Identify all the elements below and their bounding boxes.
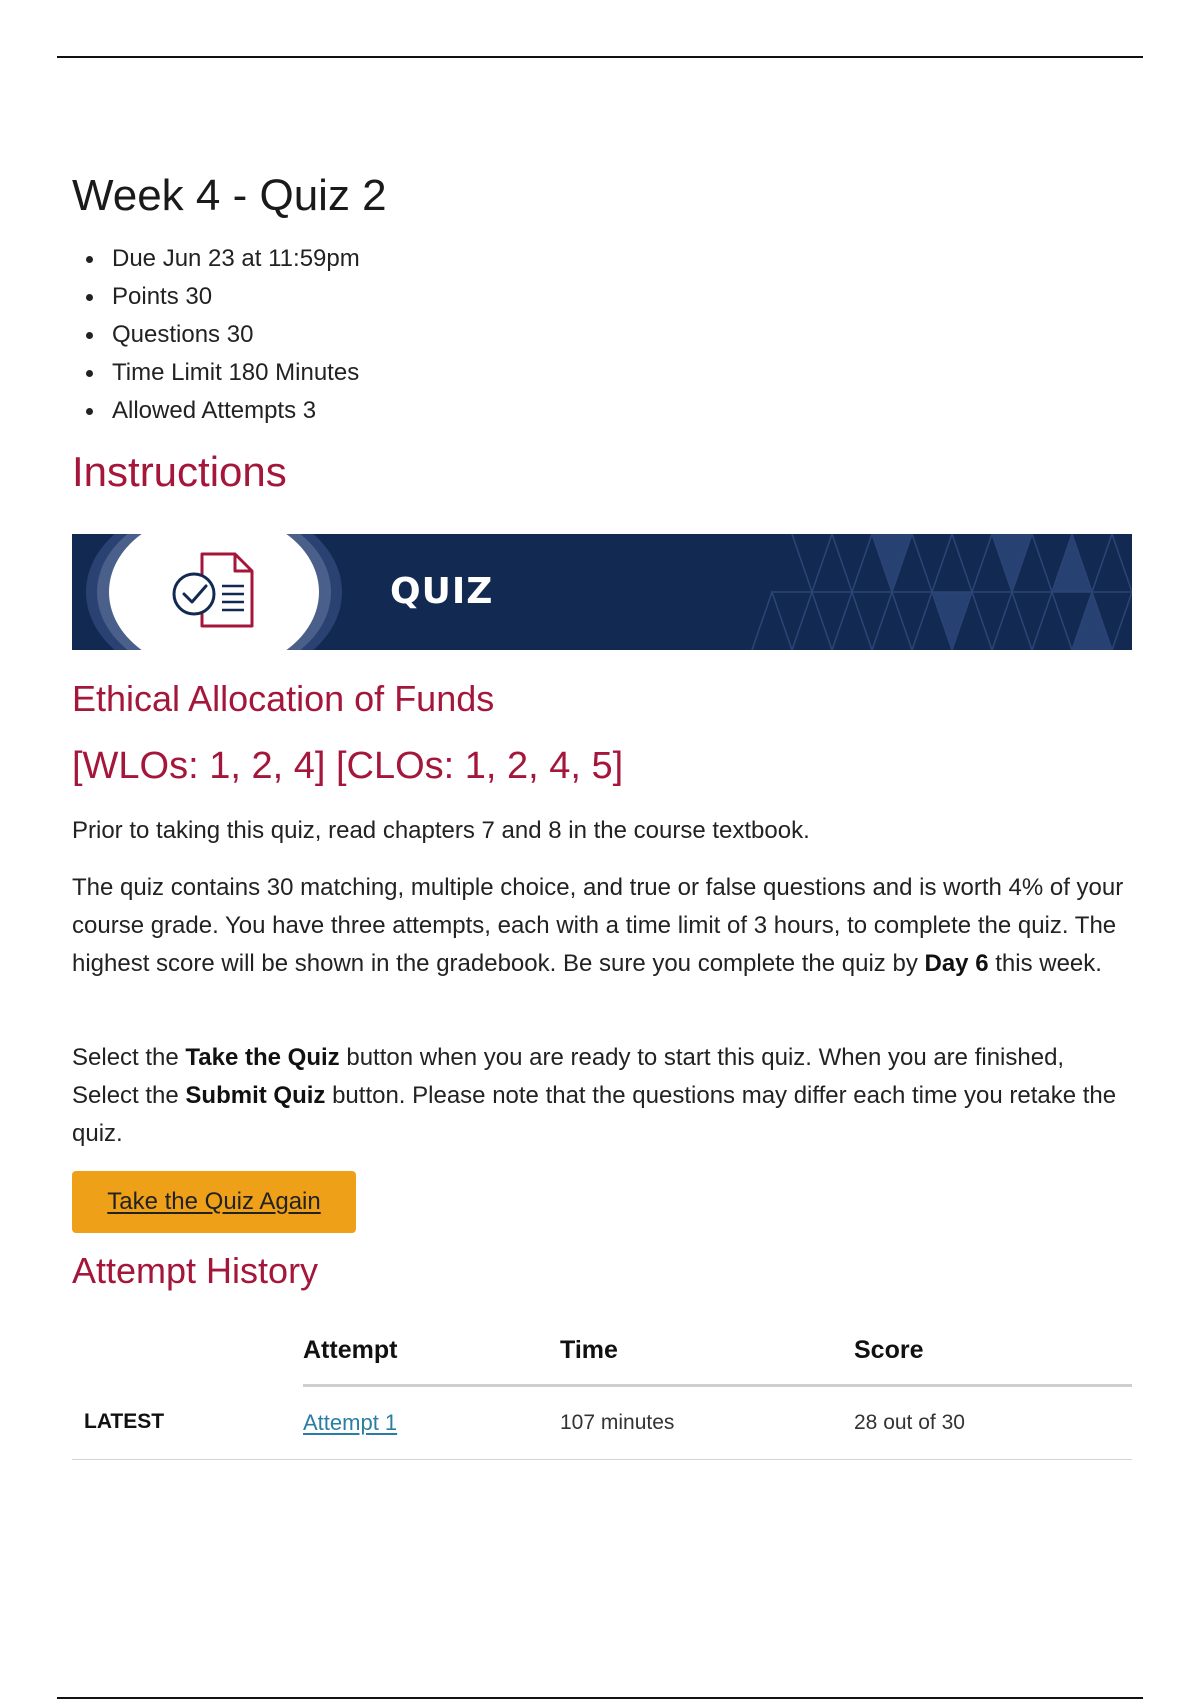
due-date-item: Due Jun 23 at 11:59pm xyxy=(72,240,360,278)
attempt-cell xyxy=(303,1386,560,1460)
attempt-history-heading: Attempt History xyxy=(72,1250,319,1291)
top-rule xyxy=(57,56,1143,58)
time-cell: 107 minutes xyxy=(560,1386,854,1460)
banner-title: QUIZ xyxy=(390,571,494,612)
column-header-tag xyxy=(72,1316,303,1386)
submit-quiz-emphasis: Submit Quiz xyxy=(185,1082,326,1109)
column-header-attempt: Attempt xyxy=(303,1316,560,1386)
banner-graphic xyxy=(72,534,1132,650)
quiz-details-list xyxy=(72,240,360,430)
latest-label: LATEST xyxy=(72,1386,303,1460)
bottom-rule xyxy=(57,1697,1143,1699)
column-header-time: Time xyxy=(560,1316,854,1386)
procedure-text-2: button when you are ready to start this quiz. When you are finished, Select the xyxy=(72,1044,1065,1109)
table-row xyxy=(72,1386,1132,1460)
points-item: Points 30 xyxy=(72,278,360,316)
quiz-procedure xyxy=(72,1039,1132,1153)
due-day-emphasis: Day 6 xyxy=(924,950,989,977)
table-header-row xyxy=(72,1316,1132,1386)
page-title: Week 4 - Quiz 2 xyxy=(72,171,387,220)
score-cell: 28 out of 30 xyxy=(854,1386,1132,1460)
quiz-description xyxy=(72,869,1132,983)
allowed-attempts-item: Allowed Attempts 3 xyxy=(72,392,360,430)
take-quiz-again-button[interactable]: Take the Quiz Again xyxy=(72,1171,356,1233)
reading-instruction: Prior to taking this quiz, read chapters 7 and 8 in the course textbook. xyxy=(72,817,810,844)
learning-outcomes-heading: [WLOs: 1, 2, 4] [CLOs: 1, 2, 4, 5] xyxy=(72,745,624,787)
time-limit-item: Time Limit 180 Minutes xyxy=(72,354,360,392)
quiz-topic-heading: Ethical Allocation of Funds xyxy=(72,678,495,719)
procedure-text-1: Select the xyxy=(72,1044,186,1071)
column-header-score: Score xyxy=(854,1316,1132,1386)
quiz-description-text: The quiz contains 30 matching, multiple choice, and true or false questions and is worth 4% of your course grade. You have three attempts, each with a time limit of 3 hours, to complete the quiz. The highest score will be shown in the gradebook. Be sure you complete the quiz by xyxy=(72,874,1124,977)
take-quiz-emphasis: Take the Quiz xyxy=(185,1044,340,1071)
attempt-history-table xyxy=(72,1316,1132,1460)
procedure-text-3: button. Please note that the questions may differ each time you retake the quiz. xyxy=(72,1082,1117,1147)
instructions-heading: Instructions xyxy=(72,448,287,495)
quiz-banner xyxy=(72,534,1132,650)
attempt-1-link[interactable]: Attempt 1 xyxy=(303,1410,398,1435)
questions-item: Questions 30 xyxy=(72,316,360,354)
quiz-description-end: this week. xyxy=(988,950,1102,977)
